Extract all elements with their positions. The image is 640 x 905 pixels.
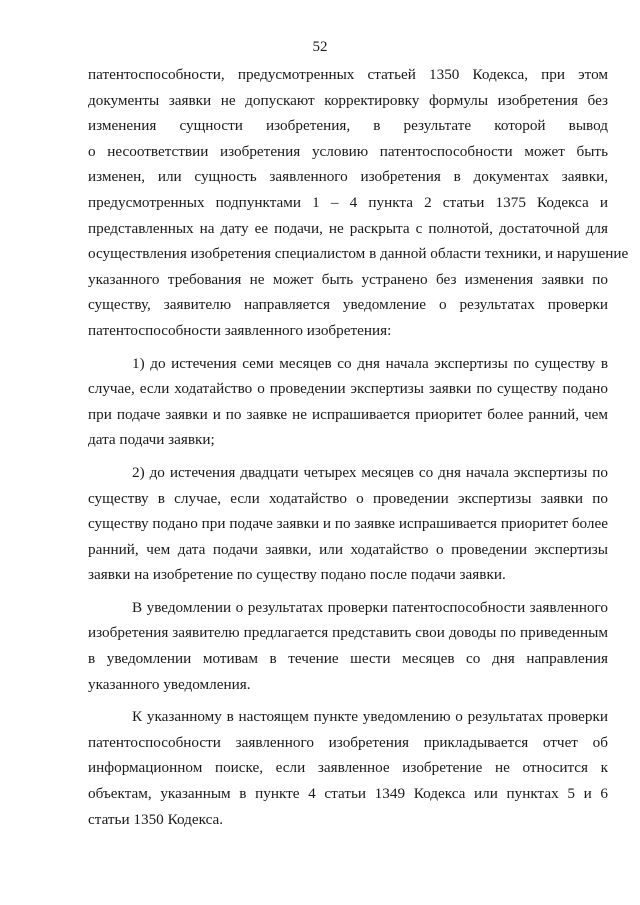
document-body <box>88 62 629 832</box>
text-line: указанного уведомления. <box>88 675 251 693</box>
text-line: дата подачи заявки; <box>88 431 215 449</box>
text-line: существу, заявителю направляется уведомление о результатах проверки <box>88 296 608 314</box>
text-line: документы заявки не допускают корректировку формулы изобретения без <box>88 91 608 109</box>
paragraph-5 <box>88 704 608 832</box>
text-line: случае, если ходатайство о проведении экспертизы заявки по существу подано <box>88 380 608 398</box>
text-line: при подаче заявки и по заявке не испрашивается приоритет более ранний, чем <box>88 405 608 423</box>
text-line: изменения сущности изобретения, в результате которой вывод <box>88 117 608 135</box>
page-number: 52 <box>312 39 328 55</box>
text-line: существу в случае, если ходатайство о проведении экспертизы заявки по <box>88 489 608 507</box>
text-line: изменен, или сущность заявленного изобретения в документах заявки, <box>88 168 608 186</box>
text-line: 2) до истечения двадцати четырех месяцев со дня начала экспертизы по <box>132 463 608 481</box>
text-line: патентоспособности заявленного изобретения: <box>88 321 392 339</box>
paragraph-4 <box>88 595 608 697</box>
text-line: К указанному в настоящем пункте уведомлению о результатах проверки <box>132 708 608 726</box>
text-line: в уведомлении мотивам в течение шести месяцев со дня направления <box>88 650 608 668</box>
text-line: информационном поиске, если заявленное изобретение не относится к <box>88 759 608 777</box>
text-line: статьи 1350 Кодекса. <box>88 810 224 828</box>
text-line: 1) до истечения семи месяцев со дня начала экспертизы по существу в <box>132 354 608 372</box>
text-line: изобретения заявителю предлагается представить свои доводы по приведенным <box>88 624 608 642</box>
text-line: о несоответствии изобретения условию патентоспособности может быть <box>88 142 608 160</box>
text-line: указанного требования не может быть устранено без изменения заявки по <box>88 270 608 288</box>
paragraph-2 <box>88 351 608 453</box>
text-line: предусмотренных подпунктами 1 – 4 пункта 2 статьи 1375 Кодекса и <box>88 193 608 211</box>
text-line: существу подано при подаче заявки и по заявке испрашивается приоритет более <box>88 515 608 533</box>
text-line: осуществления изобретения специалистом в данной области техники, и нарушение <box>88 245 629 263</box>
paragraph-1 <box>88 62 629 344</box>
text-line: патентоспособности заявленного изобретения прикладывается отчет об <box>88 733 608 751</box>
paragraph-3 <box>88 460 608 588</box>
text-line: патентоспособности, предусмотренных статьей 1350 Кодекса, при этом <box>88 66 608 83</box>
text-line: ранний, чем дата подачи заявки, или ходатайство о проведении экспертизы <box>88 540 608 558</box>
text-line: заявки на изобретение по существу подано после подачи заявки. <box>88 566 506 584</box>
text-line: представленных на дату ее подачи, не раскрыта с полнотой, достаточной для <box>88 219 608 237</box>
text-line: объектам, указанным в пункте 4 статьи 1349 Кодекса или пунктах 5 и 6 <box>88 785 608 803</box>
text-line: В уведомлении о результатах проверки патентоспособности заявленного <box>132 598 608 616</box>
